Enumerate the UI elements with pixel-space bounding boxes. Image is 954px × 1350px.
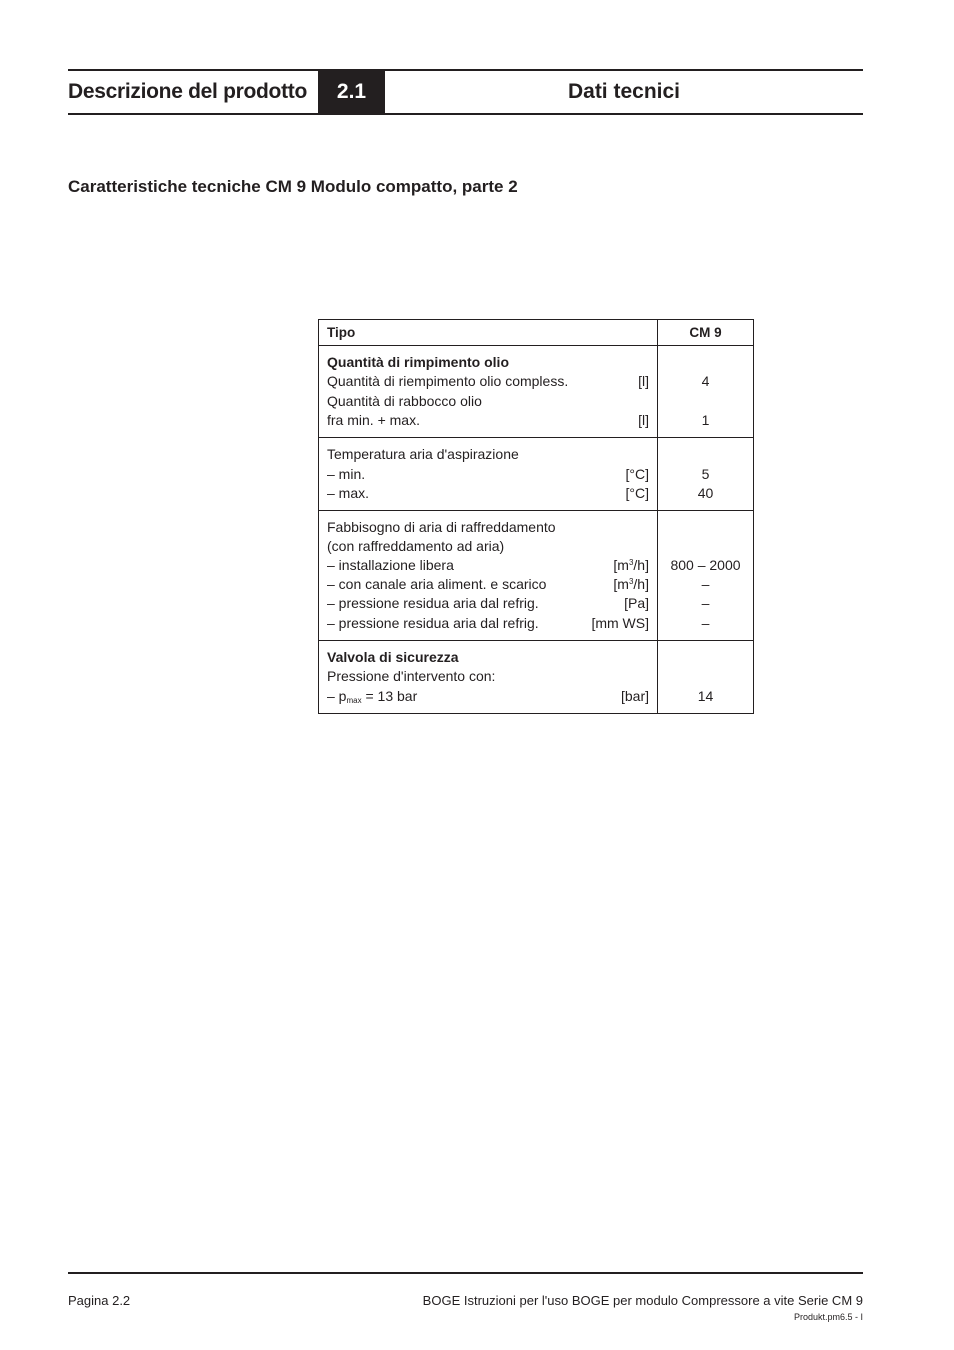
valve-heading: Valvola di sicurezza — [327, 649, 459, 665]
col-header-model: CM 9 — [689, 325, 722, 340]
row-unit: [l] — [638, 412, 649, 428]
file-reference: Produkt.pm6.5 - I — [793, 1312, 863, 1322]
row-label: – max. — [327, 485, 370, 501]
document-title: BOGE Istruzioni per l'uso BOGE per modulo Compressore a vite Serie CM 9 — [422, 1293, 863, 1308]
table-row — [327, 614, 649, 633]
row-value: 800 – 2000 — [670, 557, 741, 573]
header-bottom-rule — [68, 113, 863, 115]
table-header-row — [319, 320, 753, 345]
row-value: – — [701, 615, 710, 631]
row-unit: [°C] — [625, 485, 649, 501]
row-unit: [mm WS] — [591, 615, 649, 631]
row-label: – min. — [327, 466, 366, 482]
document-subtitle: Caratteristiche tecniche CM 9 Modulo compatto, parte 2 — [68, 177, 518, 196]
table-row — [327, 484, 649, 503]
row-label: – con canale aria aliment. e scarico — [327, 576, 547, 592]
table-row — [327, 575, 649, 594]
row-label-line: Quantità di rabbocco olio — [327, 393, 482, 409]
row-value: – — [701, 576, 710, 592]
table-row — [327, 465, 649, 484]
footer-rule — [68, 1272, 863, 1274]
table-section-safety-valve — [319, 640, 753, 713]
row-label: Quantità di riempimento olio compless. — [327, 373, 569, 389]
row-label: – pressione residua aria dal refrig. — [327, 615, 539, 631]
temperature-heading: Temperatura aria d'aspirazione — [327, 446, 519, 462]
col-header-type: Tipo — [319, 320, 658, 345]
valve-subheading: Pressione d'intervento con: — [327, 668, 496, 684]
table-row — [327, 556, 649, 575]
row-unit: $[m^3/h]$ — [613, 576, 649, 592]
section-number: 2.1 — [318, 71, 385, 113]
row-unit: [°C] — [625, 466, 649, 482]
table-row — [327, 594, 649, 614]
oil-heading: Quantità di rimpimento olio — [327, 354, 509, 370]
row-value: 4 — [701, 373, 710, 389]
row-value: – — [701, 595, 710, 611]
row-value: 5 — [701, 466, 710, 482]
table-section-cooling-air — [319, 510, 753, 640]
row-label: – installazione libera — [327, 557, 454, 573]
cooling-heading: Fabbisogno di aria di raffreddamento — [327, 519, 556, 535]
table-row — [327, 411, 649, 430]
table-row — [327, 372, 649, 392]
row-unit: [bar] — [620, 688, 649, 704]
page-number: Pagina 2.2 — [68, 1293, 131, 1308]
cooling-heading-sub: (con raffreddamento ad aria) — [327, 538, 505, 554]
row-value: 1 — [701, 412, 710, 428]
row-unit: $[m^3/h]$ — [613, 557, 649, 573]
row-unit: [Pa] — [624, 595, 649, 611]
row-label: – pressione residua aria dal refrig. — [327, 595, 539, 611]
spec-table — [318, 319, 754, 714]
row-value: 40 — [697, 485, 714, 501]
row-label: – $p_{max} = 13$ bar — [327, 688, 418, 705]
section-title: Descrizione del prodotto — [68, 80, 307, 103]
table-row — [327, 687, 649, 706]
row-label: fra min. + max. — [327, 412, 420, 428]
row-value: 14 — [697, 688, 714, 704]
table-section-temperature — [319, 437, 753, 510]
table-section-oil — [319, 345, 753, 437]
page-title: Dati tecnici — [567, 80, 681, 103]
row-unit: [l] — [638, 373, 649, 389]
